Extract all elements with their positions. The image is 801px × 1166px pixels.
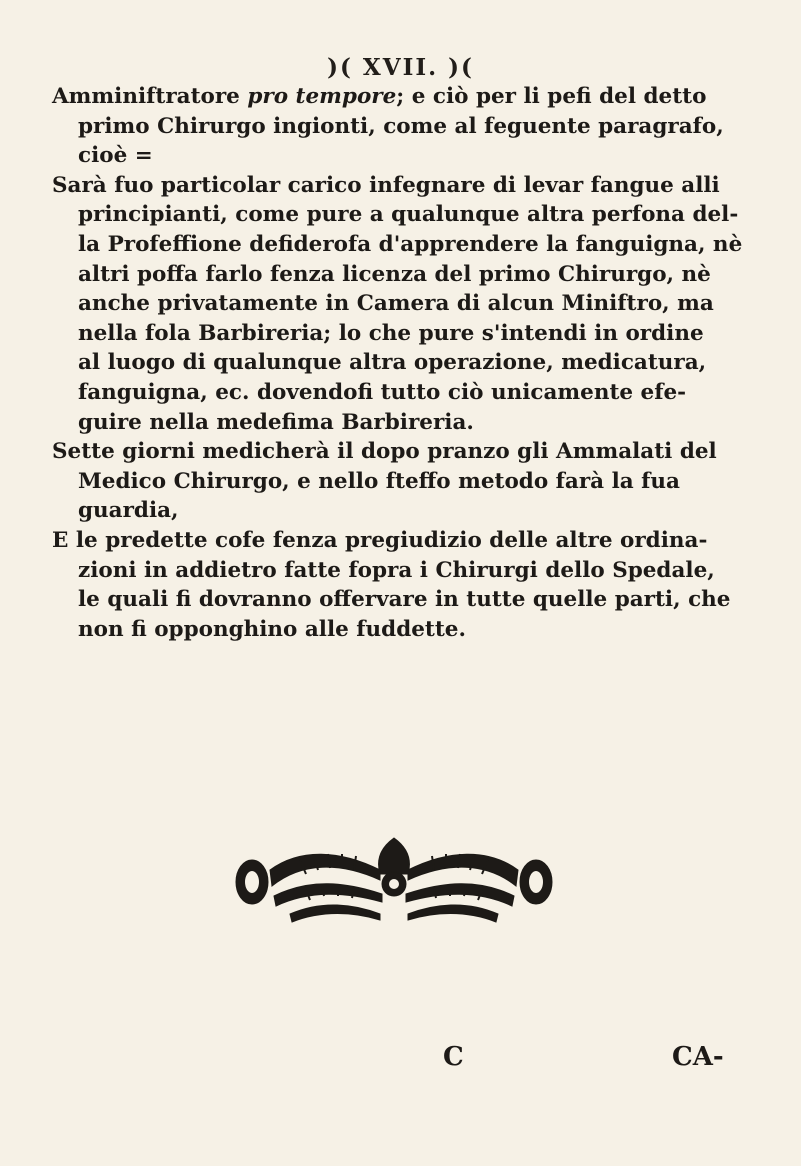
text-line-10: al luogo di qualunque altra operazione, medicatura, [78,350,707,376]
catchword: CA- [672,1042,724,1072]
text-line-15: guardia, [78,498,179,524]
text-line-19: non fi opponghino alle fuddette. [78,616,466,642]
text-line-11: fanguigna, ec. dovendofi tutto ciò unicamente efe- [78,379,687,405]
text-line-7: altri poffa farlo fenza licenza del primo Chirurgo, nè [78,261,711,287]
text-line-9: nella fola Barbireria; lo che pure s'intendi in ordine [78,320,704,346]
line-1-post: ; e ciò per li pefi del detto [396,84,707,109]
text-line-16: E le predette cofe fenza pregiudizio delle altre ordina- [52,527,708,553]
text-line-13: Sette giorni medicherà il dopo pranzo gli Ammalati del [52,439,717,465]
text-line-3: cioè = [78,143,153,169]
text-line-4: Sarà fuo particolar carico infegnare di levar fangue alli [52,172,720,198]
line-1-pre: Amminiftratore [52,84,248,109]
text-line-17: zioni in addietro fatte fopra i Chirurgi dello Spedale, [78,557,715,583]
text-line-5: principianti, come pure a qualunque altra perfona del- [78,202,739,228]
italic-phrase: pro tempore [247,84,397,109]
text-line-14: Medico Chirurgo, e nello fteffo metodo farà la fua [78,468,680,494]
text-line-2: primo Chirurgo ingionti, come al feguente paragrafo, [78,113,724,139]
text-line-6: la Profeffione defiderofa d'apprendere la fanguigna, nè [78,231,743,257]
text-line-18: le quali fi dovranno offervare in tutte quelle parti, che [78,587,731,613]
body-text [52,82,772,644]
signature-mark: C [443,1042,464,1072]
page-header: )( XVII. )( [327,54,474,81]
text-line-8: anche privatamente in Camera di alcun Miniftro, ma [78,291,714,317]
floral-tailpiece-ornament-icon [230,830,558,926]
text-line-12: guire nella medefima Barbireria. [78,409,474,435]
text-line-1 [52,82,772,112]
